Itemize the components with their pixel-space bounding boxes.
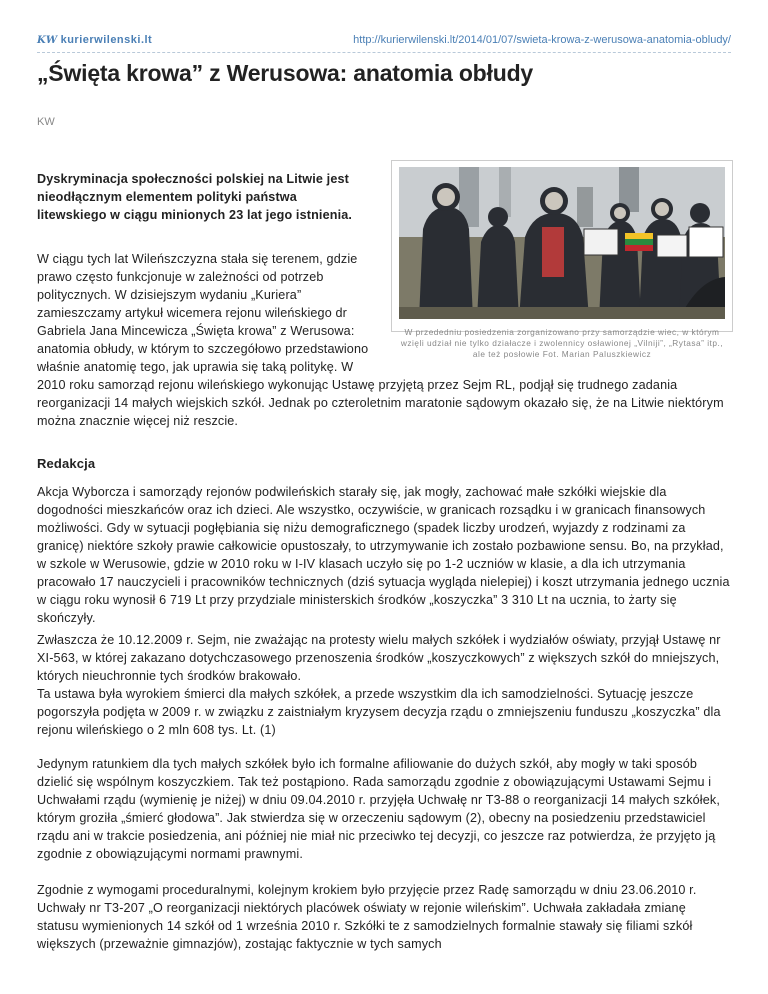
rally-photo-image: [399, 167, 725, 319]
page-header: [37, 34, 731, 50]
article-paragraph-3: [37, 631, 731, 739]
paragraph-3-part-1: Zwłaszcza że 10.12.2009 r. Sejm, nie zważając na protesty wielu małych szkółek i wydziałów oświaty, przyjął Ustawę nr XI-563, w której zakazano dotychczasowego przenoszenia środków „koszyczkowych” z większych szkół do mniejszych, których nieuchronnie tych środków brakowało.: [37, 633, 721, 683]
figure-frame: [391, 160, 733, 359]
article-paragraph-5: Zgodnie z wymogami proceduralnymi, kolejnym krokiem było przyjęcie przez Radę samorządu w dniu 23.06.2010 r. Uchwały nr T3-207 „O reorganizacji niektórych placówek oświaty w rejonie wileńskim”. Uchwała zakładała zmianę statusu wymienionych 14 szkół od 1 września 2010 r. Szkółki te z samodzielnych formalnie stawały się filiami szkół większych (przeważnie gimnazjów), zostając faktycznie w tych samych: [37, 883, 697, 951]
article-author: KW: [37, 116, 55, 128]
article-paragraph-2: Akcja Wyborcza i samorządy rejonów podwileńskich starały się, jak mogły, zachować małe szkółki wiejskie dla dogodności mieszkańców oraz ich dzieci. Ale wszystko, oczywiście, w granicach rozsądku i w granicach finansowych możliwości. Gdy w sytuacji pogłębiania się niżu demograficznego (spadek liczby urodzeń, wyjazdy z rodzinami za granicę) niektóre szkoły prawie całkowicie opustoszały, to utrzymywanie ich zostało pozbawione sensu. Bo, na przykład, w szkole w Werusowie, gdzie w 2010 roku w I-IV klasach uczyło się po 1-2 uczniów w klasie, a dla ich utrzymania pracowało 17 nauczycieli i pracowników technicznych (dziś sytuacja wygląda nielepiej) i koszt utrzymania jednego ucznia w ciągu roku wynosił 6 719 Lt przy przydziale ministerskich środków „koszyczka” 3 310 Lt na ucznia, to żarty się skończyły.: [37, 485, 730, 625]
site-logo: KW: [37, 35, 58, 46]
article-paragraph-1: [37, 250, 731, 430]
article-figure: [391, 160, 731, 360]
article-lead: Dyskryminacja społeczności polskiej na Litwie jest nieodłącznym elementem polityki państwa litewskiego w ciągu minionych 23 lat jego istnienia.: [37, 172, 353, 222]
section-heading: Redakcja: [37, 456, 96, 471]
photo-caption: W przededniu posiedzenia zorganizowano przy samorządzie wiec, w którym wzięli udział nie tylko działacze i zwolennicy osławionej „Vilniji”, „Rytasa” itp., ale też posłowie Fot. Marian Paluszkiewicz: [400, 327, 724, 359]
paragraph-3-part-2: Ta ustawa była wyrokiem śmierci dla małych szkółek, a przede wszystkim dla ich samodzielności. Sytuację jeszcze pogorszyła podjęta w 2009 r. w związku z zaistniałym kryzysem decyzja rządu o zmniejszeniu funduszu „koszyczka” dla rejonu wileńskiego o 2 mln 608 tys. Lt. (1): [37, 687, 721, 737]
header-divider: [37, 52, 731, 53]
site-link[interactable]: [37, 34, 152, 46]
article-paragraph-4: Jedynym ratunkiem dla tych małych szkółek było ich formalne afiliowanie do dużych szkół, aby mogły w taki sposób dzielić się wspólnym koszyczkiem. Tak też postąpiono. Rada samorządu zgodnie z obowiązującymi Ustawami Sejmu i Uchwałami rządu (wymienię je niżej) w dniu 09.04.2010 r. przyjęła Uchwałę nr T3-88 o reorganizacji 14 małych szkółek, którym groziła „śmierć głodowa”. Jak stwierdza się w orzeczeniu sądowym (2), obecny na posiedzeniu przedstawiciel rządu ani w trakcie posiedzenia, ani później nie miał nic przeciwko tej decyzji, co jeszcze raz potwierdza, że przyjęto ją zgodnie z obowiązującymi normami prawnymi.: [37, 757, 720, 861]
paragraph-1-text: W ciągu tych lat Wileńszczyzna stała się terenem, gdzie prawo często funkcjonuje w zależności od potrzeb politycznych. W dzisiejszym wydaniu „Kuriera” zamieszczamy artykuł wicemera rejonu wileńskiego dr Gabriela Jana Mincewicza „Święta krowa” z Werusowa: anatomia obłudy, w którym to szczegółowo przedstawiono właśnie anatomię tego, jak uprawia się taką politykę. W 2010 roku samorząd rejonu wileńskiego wykonując Ustawę przyjętą przez Sejm RL, podjął się trudnego zadania reorganizacji 14 małych wiejskich szkół. Jednak po czteroletnim maratonie sądowym okazało się, że na Litwie niektórym można znacznie więcej niż reszcie.: [37, 252, 724, 428]
article-title: „Święta krowa” z Werusowa: anatomia obłudy: [37, 60, 534, 86]
rally-photo[interactable]: [399, 167, 725, 319]
page-url-link[interactable]: http://kurierwilenski.lt/2014/01/07/swieta-krowa-z-werusowa-anatomia-obludy/: [353, 34, 731, 46]
site-name: kurierwilenski.lt: [60, 34, 153, 46]
